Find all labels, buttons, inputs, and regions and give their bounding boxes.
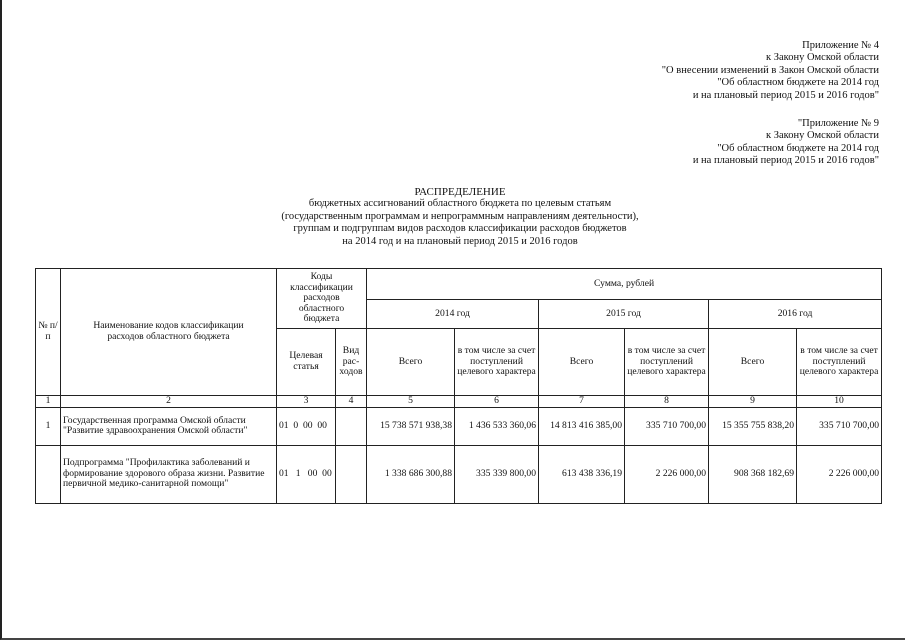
header-targeted-2015: в том числе за счет поступлений целевого характера (625, 329, 709, 396)
row-expense-type (336, 407, 367, 445)
header-number: № п/п (36, 269, 61, 396)
title-line: на 2014 год и на плановый период 2015 и 2016 годов (342, 235, 578, 247)
header-total-2016: Всего (709, 329, 797, 396)
header-name: Наименование кодов классификации расходов областного бюджета (61, 269, 277, 396)
title-line: группам и подгруппам видов расходов классификации расходов бюджетов (293, 223, 627, 235)
column-number: 1 (36, 396, 61, 408)
header-year-2015: 2015 год (539, 300, 709, 329)
document-title (190, 186, 730, 248)
budget-table (35, 268, 882, 504)
appendix-note-line: "Об областном бюджете на 2014 год (717, 77, 879, 89)
row-total-2015: 14 813 416 385,00 (539, 407, 625, 445)
header-total-2014: Всего (367, 329, 455, 396)
row-targeted-2016: 335 710 700,00 (797, 407, 882, 445)
row-name: Государственная программа Омской области "Развитие здравоохранения Омской области" (61, 407, 277, 445)
row-targeted-2014: 335 339 800,00 (455, 445, 539, 503)
row-name: Подпрограмма "Профилактика заболеваний и формирование здорового образа жизни. Развитие первичной медико-санитарной помощи" (61, 445, 277, 503)
row-total-2014: 15 738 571 938,38 (367, 407, 455, 445)
row-targeted-2014: 1 436 533 360,06 (455, 407, 539, 445)
appendix-note-line: к Закону Омской области (765, 130, 879, 142)
column-number: 7 (539, 396, 625, 408)
header-codes: Коды классификации расходов областного бюджета (277, 269, 367, 329)
appendix-note-line: "Приложение № 9 (797, 118, 879, 129)
row-targeted-2015: 2 226 000,00 (625, 445, 709, 503)
title-line: (государственным программам и непрограммным направлениям деятельности), (281, 210, 639, 222)
column-number: 3 (277, 396, 336, 408)
row-targeted-2015: 335 710 700,00 (625, 407, 709, 445)
appendix-note-line: "Об областном бюджете на 2014 год (717, 142, 879, 154)
header-expense-type: Вид рас-ходов (336, 329, 367, 396)
column-number-row (36, 396, 882, 408)
header-year-2014: 2014 год (367, 300, 539, 329)
appendix-note-line: к Закону Омской области (765, 52, 879, 64)
appendix-note-line: "О внесении изменений в Закон Омской области (661, 64, 879, 76)
row-total-2014: 1 338 686 300,88 (367, 445, 455, 503)
header-targeted-2016: в том числе за счет поступлений целевого характера (797, 329, 882, 396)
table-row (36, 407, 882, 445)
column-number: 2 (61, 396, 277, 408)
column-number: 9 (709, 396, 797, 408)
row-target-article: 01 1 00 00 (277, 445, 336, 503)
table-row (36, 445, 882, 503)
appendix-note-line: Приложение № 4 (802, 40, 879, 51)
row-total-2016: 908 368 182,69 (709, 445, 797, 503)
row-target-article: 01 0 00 00 (277, 407, 336, 445)
column-number: 5 (367, 396, 455, 408)
row-total-2015: 613 438 336,19 (539, 445, 625, 503)
appendix-note-1 (662, 40, 879, 102)
row-total-2016: 15 355 755 838,20 (709, 407, 797, 445)
column-number: 6 (455, 396, 539, 408)
column-number: 10 (797, 396, 882, 408)
header-year-2016: 2016 год (709, 300, 882, 329)
header-total-2015: Всего (539, 329, 625, 396)
column-number: 8 (625, 396, 709, 408)
row-targeted-2016: 2 226 000,00 (797, 445, 882, 503)
appendix-note-line: и на плановый период 2015 и 2016 годов" (692, 89, 879, 101)
header-targeted-2014: в том числе за счет поступлений целевого характера (455, 329, 539, 396)
row-expense-type (336, 445, 367, 503)
appendix-note-line: и на плановый период 2015 и 2016 годов" (692, 155, 879, 167)
title-heading: РАСПРЕДЕЛЕНИЕ (414, 186, 506, 198)
header-target-article: Целевая статья (277, 329, 336, 396)
row-number (36, 445, 61, 503)
title-line: бюджетных ассигнований областного бюджета по целевым статьям (308, 198, 612, 210)
appendix-note-2 (693, 118, 879, 168)
row-number: 1 (36, 407, 61, 445)
header-amount: Сумма, рублей (367, 269, 882, 300)
column-number: 4 (336, 396, 367, 408)
